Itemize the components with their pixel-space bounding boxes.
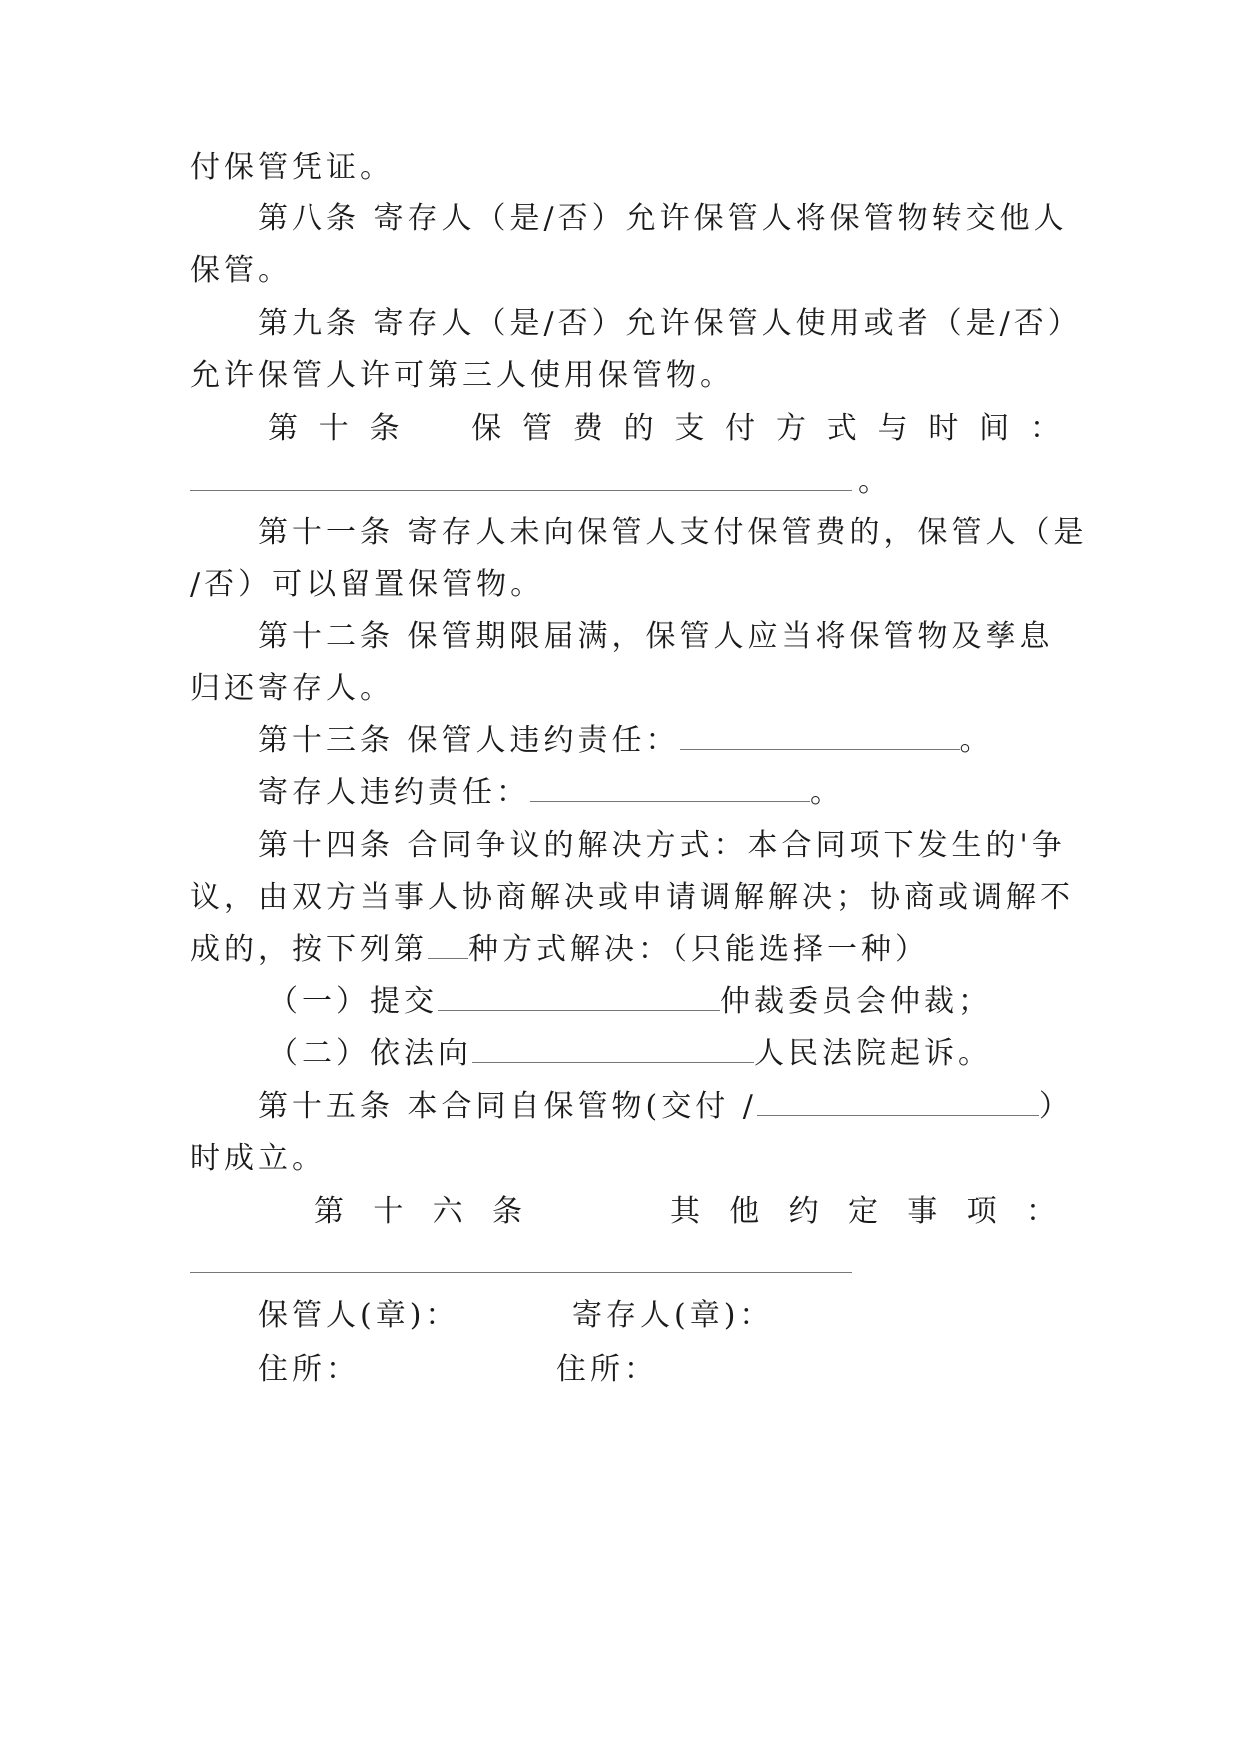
paragraph-line: 允许保管人许可第三人使用保管物。 xyxy=(190,358,734,393)
paragraph-line: 时成立。 xyxy=(190,1141,326,1176)
paragraph-line: 归还寄存人。 xyxy=(190,671,394,706)
fill-in-blank xyxy=(190,490,852,491)
option-1 xyxy=(268,984,1060,1020)
spread-char: 他 xyxy=(729,1194,760,1229)
spread-char: 六 xyxy=(432,1194,463,1229)
spread-char: 第 xyxy=(314,1194,344,1229)
article-11: 第十一条 寄存人未向保管人支付保管费的，保管人（是 xyxy=(258,515,1088,550)
spread-char: 事 xyxy=(907,1194,938,1229)
spread-char: ： xyxy=(1025,1194,1056,1229)
spread-char: 其 xyxy=(669,1194,700,1229)
keeper-seal-label: 保管人(章)： xyxy=(258,1298,460,1333)
depositor-address-label: 住所： xyxy=(556,1352,658,1387)
paragraph-end-mark: 。 xyxy=(858,464,892,499)
text-segment: 第十五条 本合同自保管物(交付 / xyxy=(258,1089,757,1124)
text-segment: ） xyxy=(1038,1089,1073,1124)
paragraph-line xyxy=(190,932,1060,968)
fill-in-blank xyxy=(428,936,468,959)
keeper-address-label: 住所： xyxy=(258,1352,360,1387)
paragraph-line: /否）可以留置保管物。 xyxy=(190,567,545,602)
text-segment: 成的，按下列第 xyxy=(190,932,428,967)
spread-char: 方 xyxy=(775,411,806,446)
text-segment: （二）依法向 xyxy=(268,1036,472,1071)
paragraph-line: 付保管凭证。 xyxy=(190,150,394,185)
spread-char: 十 xyxy=(318,411,349,446)
fill-in-blank xyxy=(757,1093,1039,1116)
fill-in-blank xyxy=(530,779,810,802)
spread-char: 管 xyxy=(521,411,552,446)
fill-in-blank xyxy=(190,1272,852,1273)
spread-char: 项 xyxy=(966,1194,997,1229)
paragraph-line: 议，由双方当事人协商解决或申请调解解决；协商或调解不 xyxy=(190,880,1074,915)
spread-char: 第 xyxy=(268,411,298,446)
article-16 xyxy=(314,1194,1056,1230)
fill-in-blank xyxy=(438,988,720,1011)
spread-char xyxy=(420,411,450,447)
spread-char: 定 xyxy=(847,1194,878,1229)
article-10 xyxy=(268,411,1060,447)
article-13 xyxy=(258,723,1060,759)
spread-char: ： xyxy=(1029,411,1060,446)
spread-char: 十 xyxy=(373,1194,404,1229)
text-segment: （一）提交 xyxy=(268,984,438,1019)
period: 。 xyxy=(810,775,844,810)
spread-char: 条 xyxy=(369,411,400,446)
spread-char xyxy=(611,1194,641,1230)
text-segment: 人民法院起诉。 xyxy=(754,1036,992,1071)
article-8: 第八条 寄存人（是/否）允许保管人将保管物转交他人 xyxy=(258,201,1068,236)
option-2 xyxy=(268,1036,1060,1072)
spread-char: 时 xyxy=(928,411,959,446)
spread-char: 的 xyxy=(623,411,654,446)
spread-char: 间 xyxy=(979,411,1010,446)
depositor-liability-label: 寄存人违约责任： xyxy=(258,775,530,810)
spread-char: 支 xyxy=(674,411,705,446)
article-13-label: 第十三条 保管人违约责任： xyxy=(258,723,680,758)
spread-char: 保 xyxy=(471,411,502,446)
text-segment: 仲裁委员会仲裁； xyxy=(720,984,992,1019)
paragraph-line: 保管。 xyxy=(190,253,292,288)
spread-char: 式 xyxy=(826,411,857,446)
spread-char: 与 xyxy=(877,411,908,446)
article-12: 第十二条 保管期限届满，保管人应当将保管物及孳息 xyxy=(258,619,1054,654)
fill-in-blank xyxy=(680,727,960,750)
article-14: 第十四条 合同争议的解决方式：本合同项下发生的'争 xyxy=(258,828,1066,863)
fill-in-blank xyxy=(472,1040,754,1063)
spread-char: 约 xyxy=(788,1194,819,1229)
depositor-seal-label: 寄存人(章)： xyxy=(572,1298,774,1333)
spread-char xyxy=(551,1194,581,1230)
spread-char: 付 xyxy=(725,411,756,446)
spread-char: 条 xyxy=(491,1194,522,1229)
article-9: 第九条 寄存人（是/否）允许保管人使用或者（是/否） xyxy=(258,306,1082,341)
spread-char: 费 xyxy=(572,411,603,446)
article-15 xyxy=(258,1089,1073,1125)
depositor-liability xyxy=(258,775,1060,811)
text-segment: 种方式解决：（只能选择一种） xyxy=(468,932,929,967)
period: 。 xyxy=(959,723,994,758)
